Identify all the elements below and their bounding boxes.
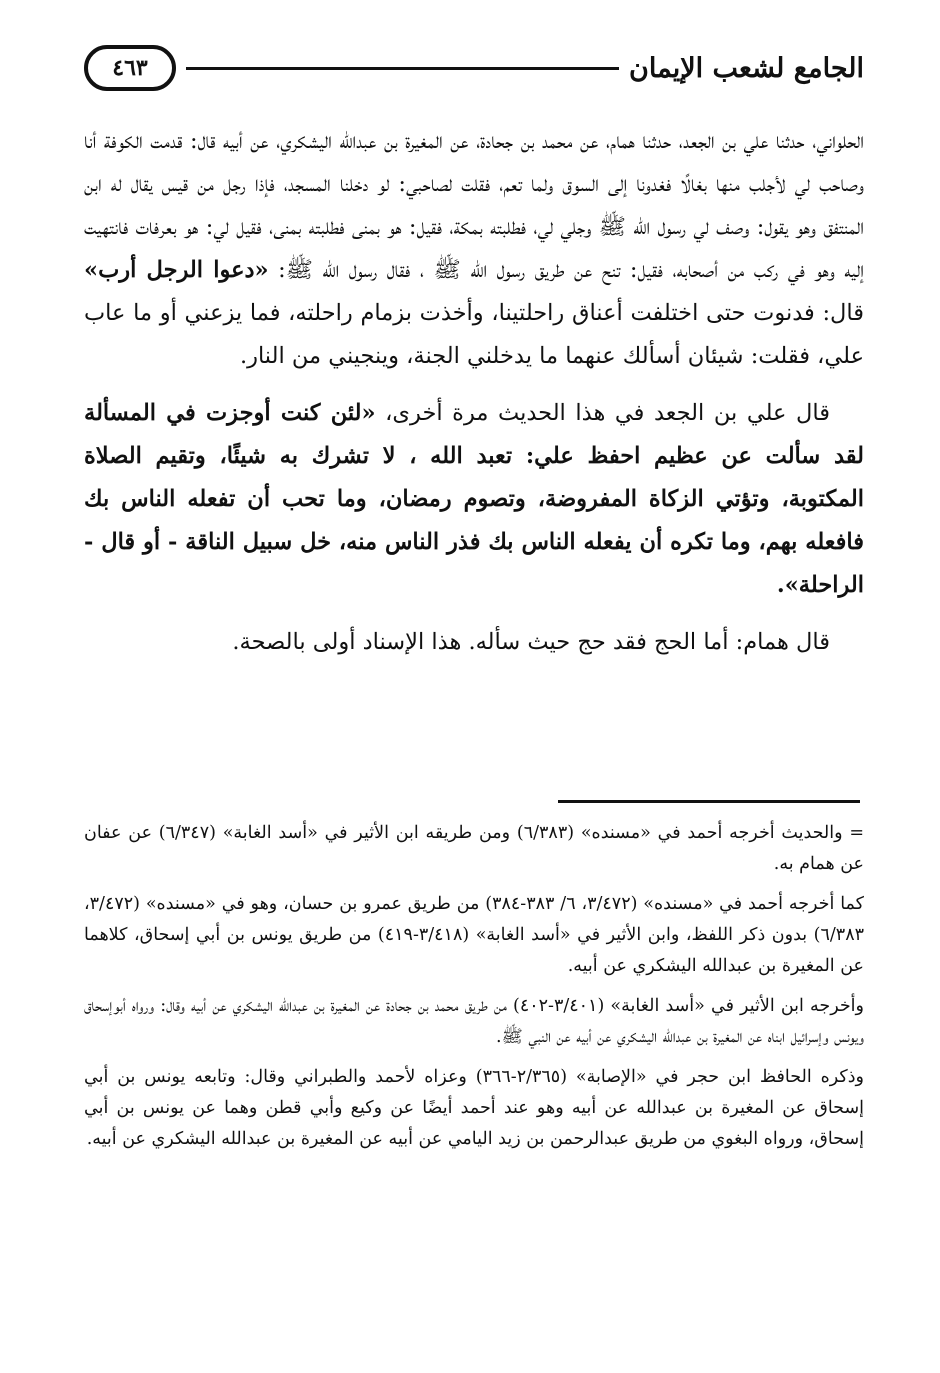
paragraph-1-end: قال: فدنوت حتى اختلفت أعناق راحلتينا، وأخذت بزمام راحلته، فما يزعني أو ما عاب علي، فقلت: شيئان أسألك عنهما ما يدخلني الجنة، وينجيني من النار.	[84, 300, 864, 369]
footnotes	[84, 818, 864, 1164]
paragraph-3-text: قال همام: أما الحج فقد حج حيث سأله. هذا الإسناد أولى بالصحة.	[232, 629, 830, 655]
footnote-2: كما أخرجه أحمد في «مسنده» (٣/٤٧٢، ٦/ ٣٨٣-٣٨٤) من طريق عمرو بن حسان، وهو في «مسنده» (٣/٤٧٢، ٦/٣٨٣) بدون ذكر اللفظ، وابن الأثير في «أسد الغابة» (٣/٤١٨-٤١٩) من طريق يونس بن أبي إسحاق، كلاهما عن المغيرة بن عبدالله اليشكري عن أبيه.	[84, 894, 865, 976]
page-number-badge	[84, 45, 176, 91]
footnote-4: وذكره الحافظ ابن حجر في «الإصابة» (٢/٣٦٥-٣٦٦) وعزاه لأحمد والطبراني وقال: وتابعه يونس بن أبي إسحاق عن المغيرة بن عبدالله عن أبيه وهو عند أحمد أيضًا عن وكيع وأبي قطن وهما عن يونس بن أبي إسحاق، ورواه البغوي من طريق عبدالرحمن بن زيد اليامي عن أبيه عن المغيرة بن عبدالله اليشكري عن أبيه.	[84, 1067, 864, 1149]
hadith-quote-2: «لئن كنت أوجزت في المسألة لقد سألت عن عظيم احفظ علي: تعبد الله ، لا تشرك به شيئًا، وتقيم الصلاة المكتوبة، وتؤتي الزكاة المفروضة، وتصوم رمضان، وما تحب أن تفعله الناس بك فافعله بهم، وما تكره أن يفعله الناس بك فذر الناس منه، خل سبيل الناقة - أو قال - الراحلة».	[84, 400, 864, 598]
paragraph-1	[84, 120, 864, 378]
hadith-quote-1: «دعوا الرجل أرب»	[84, 257, 269, 283]
running-header	[84, 38, 864, 98]
main-text	[84, 120, 864, 664]
page-number: ٤٦٣	[112, 55, 148, 81]
footnote-1: = والحديث أخرجه أحمد في «مسنده» (٦/٣٨٣) ومن طريقه ابن الأثير في «أسد الغابة» (٦/٣٤٧) عن عفان عن همام به.	[84, 823, 865, 874]
paragraph-3	[84, 621, 864, 664]
book-title: الجامع لشعب الإيمان	[629, 52, 864, 84]
header-rule	[186, 67, 619, 70]
footnote-separator	[558, 800, 860, 803]
paragraph-1-text: الحلواني، حدثنا علي بن الجعد، حدثنا همام، عن محمد بن جحادة، عن المغيرة بن عبدالله اليشكري، عن أبيه قال: قدمت الكوفة أنا وصاحب لي لأجلب منها بغالًا فغدونا إلى السوق ولما تعم، فقلت لصاحبي: لو دخلنا المسجد، فإذا رجل من قيس يقال له ابن المنتفق وهو يقول: وصف لي رسول الله ﷺ وجلي لي، فطلبته بمكة، فقيل: هو بمنى فطلبته بمنى، فقيل لي: هو بعرفات فانتهيت إليه وهو في ركب من أصحابه، فقيل: تنح عن طريق رسول الله ﷺ ، فقال رسول الله ﷺ:	[84, 128, 865, 283]
paragraph-2	[84, 392, 864, 607]
footnote-3: وأخرجه ابن الأثير في «أسد الغابة» (٣/٤٠١-٤٠٢) من طريق محمد بن جحادة عن المغيرة بن عبدالله اليشكري عن أبيه وقال: ورواه أبوإسحاق ويونس وإسرائيل ابناه عن المغيرة بن عبدالله اليشكري عن أبيه عن النبي ﷺ.	[84, 996, 864, 1047]
paragraph-2-text: قال علي بن الجعد في هذا الحديث مرة أخرى،	[385, 400, 830, 426]
